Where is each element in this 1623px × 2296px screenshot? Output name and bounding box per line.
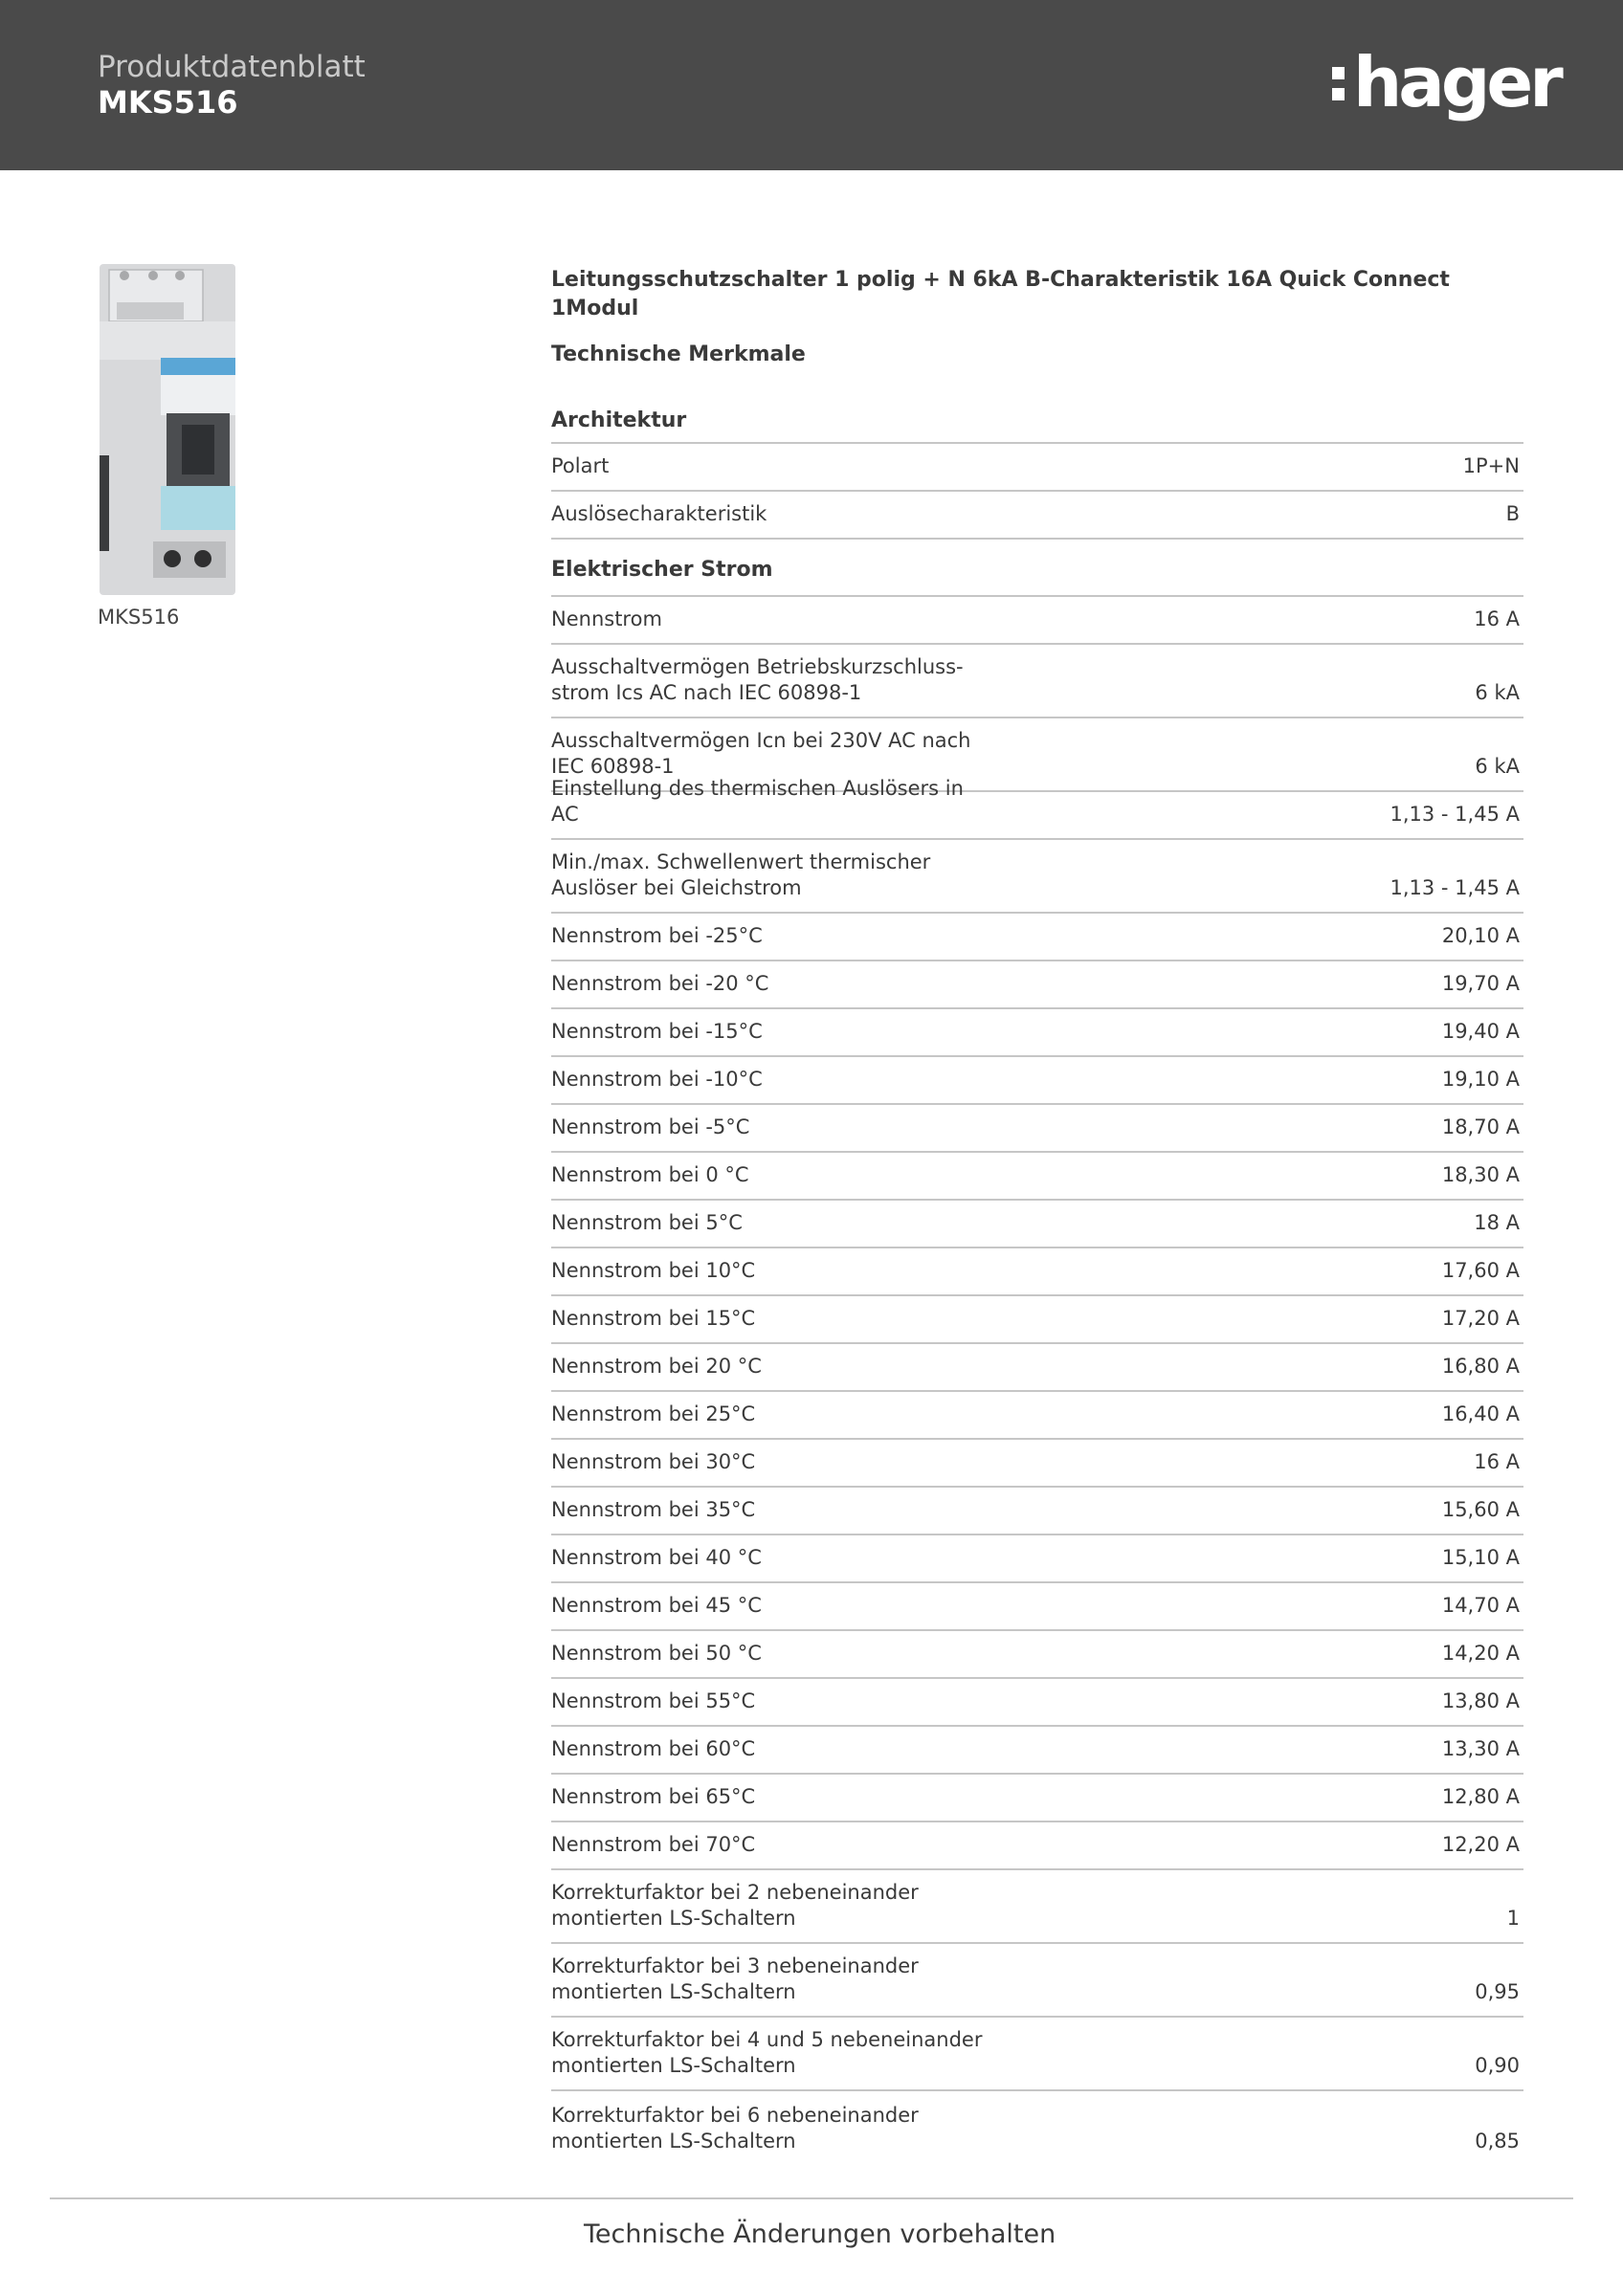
spec-label: Nennstrom bei -5°C xyxy=(551,1115,750,1138)
spec-value: 0,95 xyxy=(1475,1980,1520,2003)
spec-label: Nennstrom bei 15°C xyxy=(551,1307,756,1330)
spec-value: 16,80 A xyxy=(1441,1355,1520,1378)
logo-dot-top xyxy=(1332,67,1345,79)
spec-row xyxy=(551,492,1523,540)
spec-value: 19,40 A xyxy=(1441,1020,1520,1043)
spec-row xyxy=(551,1057,1523,1105)
logo-text: hager xyxy=(1353,42,1560,122)
spec-label: Nennstrom bei -25°C xyxy=(551,924,763,947)
spec-label: Nennstrom bei 65°C xyxy=(551,1785,756,1808)
spec-label: Nennstrom bei 40 °C xyxy=(551,1546,762,1569)
spec-label: Nennstrom bei 35°C xyxy=(551,1498,756,1521)
spec-label: Ausschaltvermögen Betriebskurzschluss- strom Ics AC nach IEC 60898-1 xyxy=(551,655,964,704)
spec-label: Nennstrom bei -10°C xyxy=(551,1068,763,1091)
logo-dot-bottom xyxy=(1332,88,1345,100)
spec-value: 1 xyxy=(1506,1907,1520,1930)
spec-row xyxy=(551,1440,1523,1488)
spec-value: 1,13 - 1,45 A xyxy=(1390,876,1520,899)
spec-value: 12,80 A xyxy=(1441,1785,1520,1808)
spec-content xyxy=(551,266,1523,2165)
spec-row xyxy=(551,1009,1523,1057)
spec-label: Korrekturfaktor bei 2 nebeneinander montierten LS-Schaltern xyxy=(551,1881,919,1930)
spec-value: 16 A xyxy=(1474,1450,1520,1473)
spec-label: Nennstrom bei 50 °C xyxy=(551,1642,762,1665)
spec-value: 13,30 A xyxy=(1441,1737,1520,1760)
spec-label: Nennstrom bei 10°C xyxy=(551,1259,756,1282)
spec-label: Nennstrom bei 25°C xyxy=(551,1402,756,1425)
spec-label: Nennstrom bei 0 °C xyxy=(551,1163,749,1186)
spec-label: Nennstrom bei 45 °C xyxy=(551,1594,762,1617)
spec-label: Korrekturfaktor bei 3 nebeneinander montierten LS-Schaltern xyxy=(551,1954,919,2003)
spec-row xyxy=(551,1679,1523,1727)
spec-row xyxy=(551,1870,1523,1944)
spec-row xyxy=(551,1583,1523,1631)
spec-value: 6 kA xyxy=(1475,755,1520,778)
spec-label: Einstellung des thermischen Auslösers in AC xyxy=(551,777,964,826)
spec-label: Polart xyxy=(551,454,610,477)
spec-label: Nennstrom xyxy=(551,607,662,630)
spec-section xyxy=(551,540,1523,2165)
spec-row xyxy=(551,1727,1523,1775)
spec-row xyxy=(551,777,1523,840)
section-heading: Architektur xyxy=(551,398,1523,444)
spec-label: Korrekturfaktor bei 6 nebeneinander montierten LS-Schaltern xyxy=(551,2104,919,2152)
spec-value: 1P+N xyxy=(1462,454,1520,477)
spec-label: Nennstrom bei 5°C xyxy=(551,1211,743,1234)
circuit-breaker-image xyxy=(96,264,239,595)
spec-label: Nennstrom bei 30°C xyxy=(551,1450,756,1473)
section-heading: Elektrischer Strom xyxy=(551,540,1523,597)
spec-row xyxy=(551,1775,1523,1822)
spec-sections xyxy=(551,398,1523,2165)
spec-value: 17,20 A xyxy=(1441,1307,1520,1330)
document-type: Produktdatenblatt xyxy=(98,50,366,84)
spec-label: Auslösecharakteristik xyxy=(551,502,767,525)
spec-value: 0,90 xyxy=(1475,2054,1520,2077)
footer-divider xyxy=(50,2197,1573,2199)
spec-value: 16,40 A xyxy=(1441,1402,1520,1425)
spec-row xyxy=(551,1488,1523,1535)
spec-value: 19,70 A xyxy=(1441,972,1520,995)
product-code-title: MKS516 xyxy=(98,84,238,121)
spec-value: 0,85 xyxy=(1475,2130,1520,2152)
technical-features-heading: Technische Merkmale xyxy=(551,342,806,366)
spec-row xyxy=(551,1201,1523,1248)
spec-label: Nennstrom bei -20 °C xyxy=(551,972,769,995)
spec-label: Korrekturfaktor bei 4 und 5 nebeneinander montierten LS-Schaltern xyxy=(551,2028,983,2077)
spec-value: 15,60 A xyxy=(1441,1498,1520,1521)
spec-value: 18 A xyxy=(1474,1211,1520,1234)
spec-label: Nennstrom bei 20 °C xyxy=(551,1355,762,1378)
spec-label: Nennstrom bei -15°C xyxy=(551,1020,763,1043)
spec-section xyxy=(551,398,1523,540)
spec-value: 14,20 A xyxy=(1441,1642,1520,1665)
spec-label: Min./max. Schwellenwert thermischer Auslöser bei Gleichstrom xyxy=(551,850,931,899)
hager-logo xyxy=(1328,42,1560,122)
spec-value: 1,13 - 1,45 A xyxy=(1390,803,1520,826)
spec-row xyxy=(551,1153,1523,1201)
spec-row xyxy=(551,2091,1523,2165)
spec-value: 17,60 A xyxy=(1441,1259,1520,1282)
spec-value: 16 A xyxy=(1474,607,1520,630)
spec-value: 19,10 A xyxy=(1441,1068,1520,1091)
spec-row xyxy=(551,961,1523,1009)
spec-row xyxy=(551,1535,1523,1583)
footer-note: Technische Änderungen vorbehalten xyxy=(584,2219,1056,2249)
spec-row xyxy=(551,1344,1523,1392)
spec-row xyxy=(551,1105,1523,1153)
spec-row xyxy=(551,444,1523,492)
spec-row xyxy=(551,2018,1523,2091)
spec-value: 13,80 A xyxy=(1441,1689,1520,1712)
spec-value: 14,70 A xyxy=(1441,1594,1520,1617)
spec-value: 15,10 A xyxy=(1441,1546,1520,1569)
page-header xyxy=(0,0,1623,170)
spec-row xyxy=(551,840,1523,914)
spec-label: Nennstrom bei 55°C xyxy=(551,1689,756,1712)
spec-value: B xyxy=(1505,502,1520,525)
spec-value: 12,20 A xyxy=(1441,1833,1520,1856)
spec-value: 18,30 A xyxy=(1441,1163,1520,1186)
spec-value: 6 kA xyxy=(1475,681,1520,704)
spec-value: 18,70 A xyxy=(1441,1115,1520,1138)
spec-row xyxy=(551,645,1523,718)
spec-row xyxy=(551,1631,1523,1679)
product-description: Leitungsschutzschalter 1 polig + N 6kA B-Charakteristik 16A Quick Connect 1Modul xyxy=(551,268,1450,320)
spec-row xyxy=(551,1392,1523,1440)
spec-row xyxy=(551,1296,1523,1344)
spec-row xyxy=(551,1944,1523,2018)
spec-value: 20,10 A xyxy=(1441,924,1520,947)
spec-row xyxy=(551,914,1523,961)
spec-label: Nennstrom bei 60°C xyxy=(551,1737,756,1760)
spec-label: Nennstrom bei 70°C xyxy=(551,1833,756,1856)
spec-label: Ausschaltvermögen Icn bei 230V AC nach IEC 60898-1 xyxy=(551,729,971,778)
spec-row xyxy=(551,1248,1523,1296)
spec-row xyxy=(551,1822,1523,1870)
spec-row xyxy=(551,597,1523,645)
image-caption: MKS516 xyxy=(98,606,180,629)
